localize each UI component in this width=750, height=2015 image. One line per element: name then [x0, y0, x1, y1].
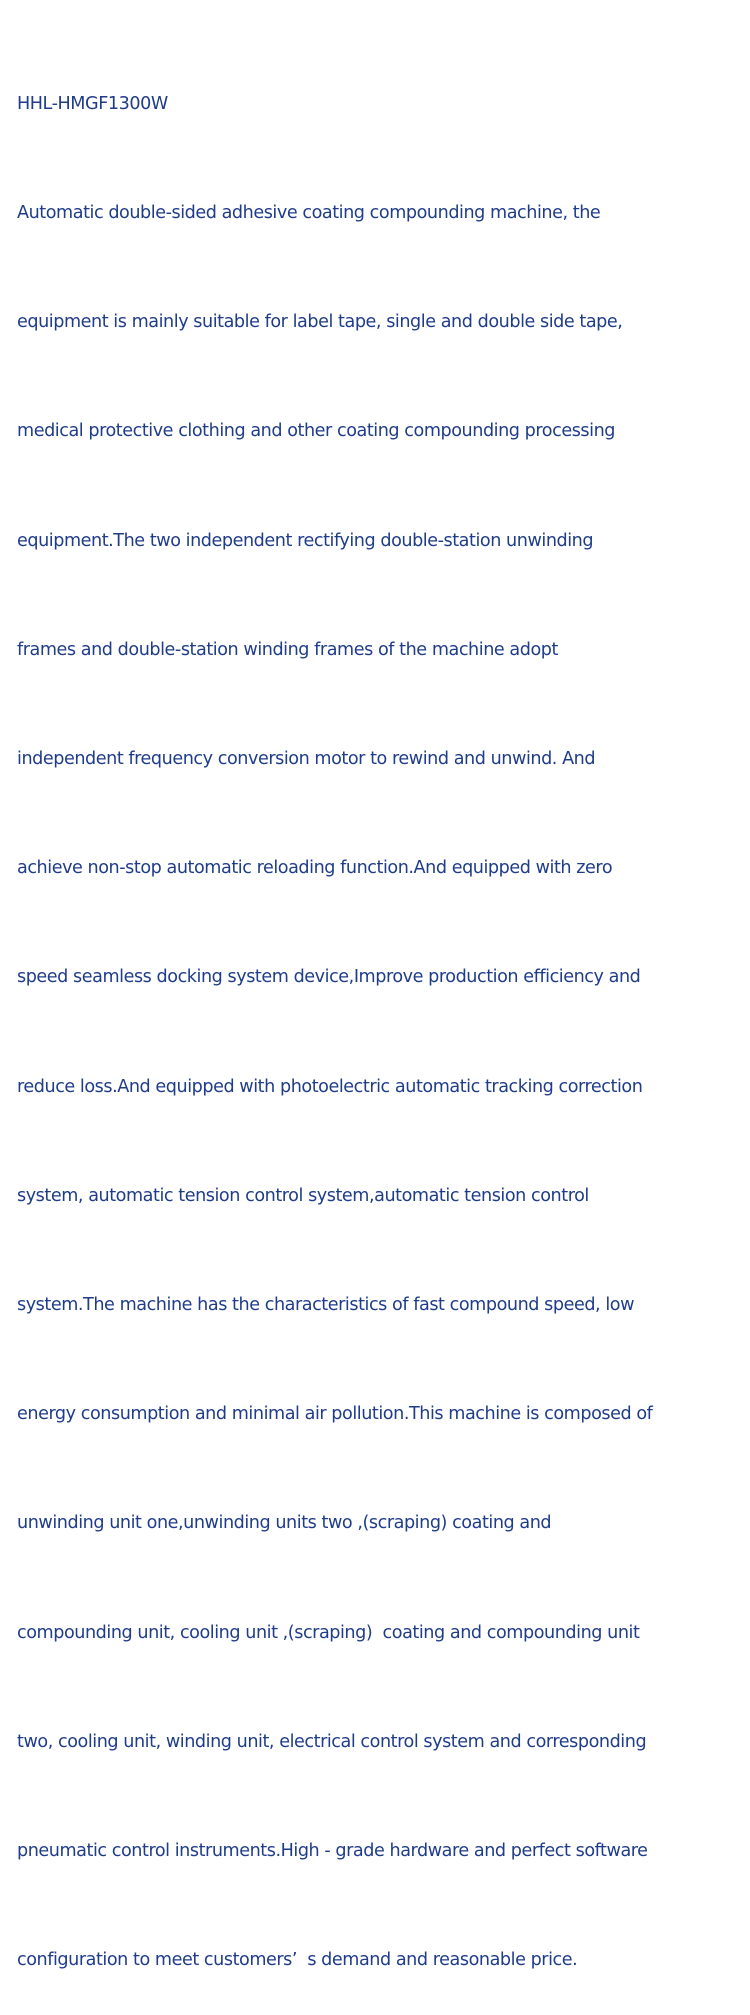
- description-line: frames and double-station winding frames of the machine adopt: [17, 639, 558, 660]
- description-line: system.The machine has the characteristics of fast compound speed, low: [17, 1295, 635, 1316]
- description-line: independent frequency conversion motor to rewind and unwind. And: [17, 749, 596, 770]
- description-line: unwinding unit one,unwinding units two ,(scraping) coating and: [17, 1513, 552, 1534]
- model-number: HHL-HMGF1300W: [17, 93, 168, 114]
- description-line: configuration to meet customers’ s demand and reasonable price.: [17, 1950, 578, 1971]
- description-line: two, cooling unit, winding unit, electrical control system and corresponding: [17, 1731, 647, 1752]
- description-line: system, automatic tension control system,automatic tension control: [17, 1185, 589, 1206]
- description-line: compounding unit, cooling unit ,(scraping) coating and compounding unit: [17, 1622, 640, 1643]
- description-line: equipment is mainly suitable for label tape, single and double side tape,: [17, 312, 623, 333]
- product-description: [17, 13, 739, 2015]
- description-line: equipment.The two independent rectifying double-station unwinding: [17, 530, 594, 551]
- description-line: medical protective clothing and other coating compounding processing: [17, 421, 615, 442]
- description-line: reduce loss.And equipped with photoelectric automatic tracking correction: [17, 1076, 643, 1097]
- description-line: speed seamless docking system device,Improve production efficiency and: [17, 967, 641, 988]
- description-line: pneumatic control instruments.High - grade hardware and perfect software: [17, 1841, 648, 1862]
- description-line: achieve non-stop automatic reloading function.And equipped with zero: [17, 858, 613, 879]
- description-line: Automatic double-sided adhesive coating compounding machine, the: [17, 203, 601, 224]
- description-line: energy consumption and minimal air pollution.This machine is composed of: [17, 1404, 653, 1425]
